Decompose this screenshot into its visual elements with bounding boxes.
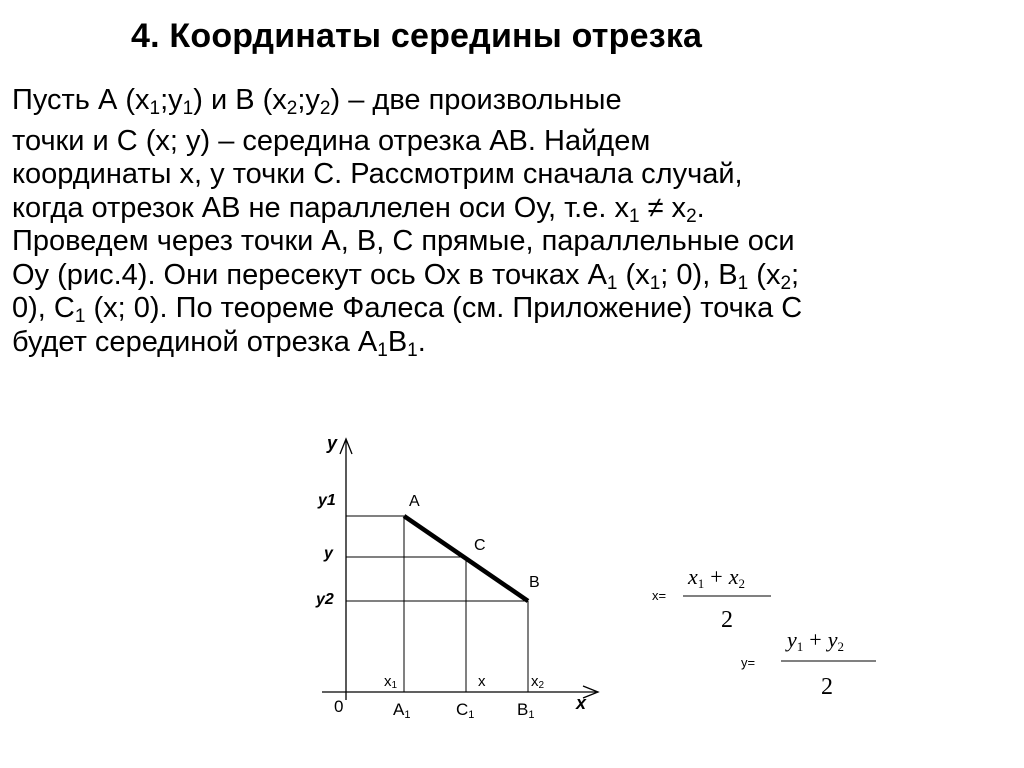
formula-x-denominator: 2 (721, 607, 733, 633)
text-line-5: Проведем через точки А, В, С прямые, параллельные оси (12, 225, 795, 257)
y-axis-label: y (327, 433, 338, 453)
text-line-6: Оу (рис.4). Они пересекут ось Ох в точках $А_1$ ($х_1$; 0), $В_1$ ($х_2$; (12, 258, 800, 294)
xm-label: x (478, 673, 486, 690)
foot-label-c1: C1 (456, 700, 475, 721)
text-line-2: точки и С (х; у) – середина отрезка АВ. Найдем (12, 124, 651, 157)
foot-label-b1: B1 (517, 700, 535, 721)
page-title: 4. Координаты середины отрезка (131, 17, 703, 55)
text-line-1: Пусть А $(х_1;у_1)$ и В $(х_2;у_2)$ – две произвольные (12, 84, 622, 119)
text-line-4: когда отрезок АВ не параллелен оси Оу, т.е. $х_1 \ne х_2$. (12, 191, 705, 227)
origin-label: 0 (334, 697, 344, 716)
point-label-c: C (474, 537, 486, 554)
point-label-a: A (409, 493, 420, 510)
text-line-8: будет серединой отрезка $А_1В_1$. (12, 325, 426, 361)
text-line-7: 0), $С_1$ (х; 0). По теореме Фалеса (см. Приложение) точка С (12, 292, 803, 327)
tick-label-y1: y1 (318, 492, 336, 509)
x1-label: x1 (384, 673, 398, 691)
foot-label-a1: A1 (393, 700, 411, 721)
formula-x-label: x= (652, 588, 667, 603)
tick-label-y2: y2 (316, 591, 334, 608)
point-label-b: B (529, 574, 540, 591)
formula-y-numerator: y1 + y2 (787, 627, 844, 654)
formula-x-numerator: x1 + x2 (688, 564, 745, 591)
tick-label-y: y (324, 545, 333, 562)
formula-y-denominator: 2 (821, 674, 833, 700)
formula-y-label: y= (741, 655, 756, 670)
text-line-3: координаты х, у точки С. Рассмотрим сначала случай, (12, 158, 743, 190)
x-axis-label: x (576, 693, 587, 713)
x2-label: x2 (531, 673, 545, 691)
